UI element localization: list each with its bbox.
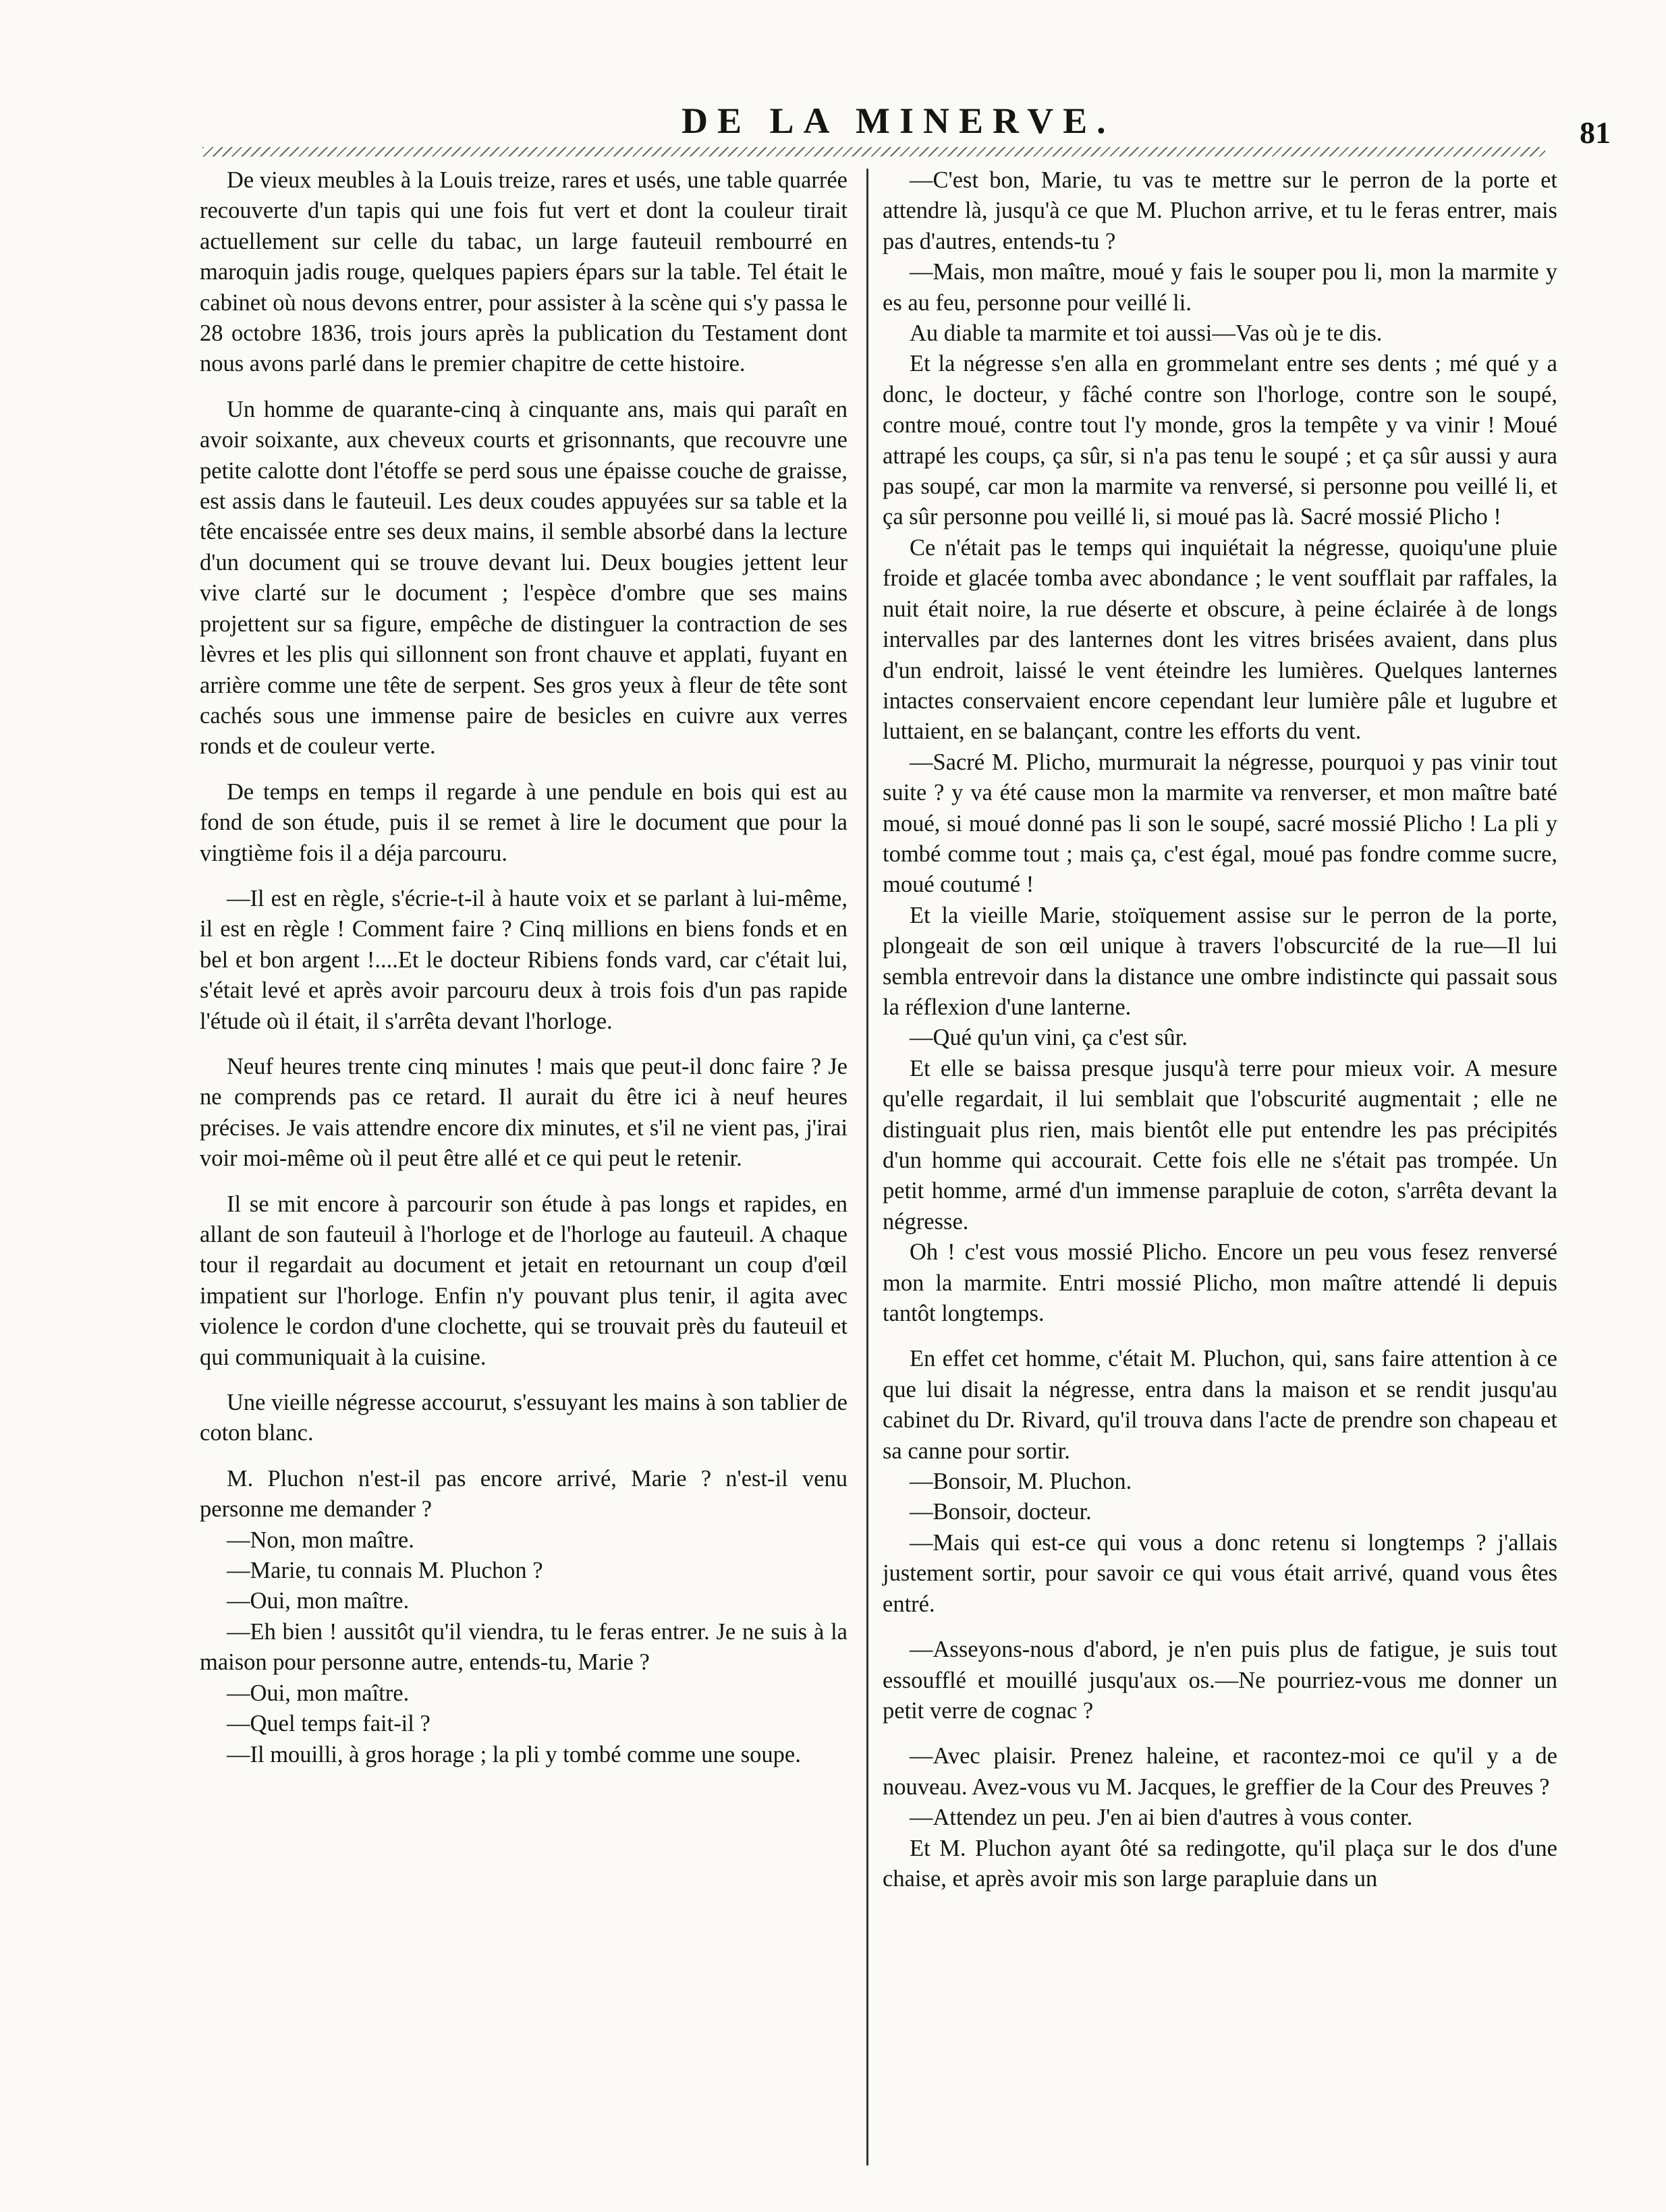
paragraph: Une vieille négresse accourut, s'essuyant les mains à son tablier de coton blanc. xyxy=(200,1390,848,1446)
right-column xyxy=(883,165,1557,1894)
paragraph: —Asseyons-nous d'abord, je n'en puis plus de fatigue, je suis tout essoufflé et mouillé jusqu'aux os.—Ne pourriez-vous me donner un petit verre de cognac ? xyxy=(883,1637,1557,1724)
paragraph: —Bonsoir, M. Pluchon. xyxy=(910,1469,1132,1495)
header-ornamental-rule xyxy=(202,147,1545,157)
paragraph: —Oui, mon maître. xyxy=(227,1588,410,1614)
paragraph: Oh ! c'est vous mossié Plicho. Encore un peu vous fesez renversé mon la marmite. Entri mossié Plicho, mon maître attendé li depuis tantôt longtemps. xyxy=(883,1239,1557,1327)
running-title: DE LA MINERVE. xyxy=(682,101,1115,141)
paragraph: De vieux meubles à la Louis treize, rares et usés, une table quarrée recouverte d'un tapis qui une fois fut vert et dont la couleur tirait actuellement sur celle du tabac, un large fauteuil rembourré en maroquin jadis rouge, quelques papiers épars sur la table. Tel était le cabinet où nous devons entrer, pour assister à la scène qui s'y passa le 28 octobre 1836, trois jours après la publication du Testament dont nous avons parlé dans le premier chapitre de cette histoire. xyxy=(200,167,848,377)
paragraph: Et M. Pluchon ayant ôté sa redingotte, qu'il plaça sur le dos d'une chaise, et après avoir mis son large parapluie dans un xyxy=(883,1835,1557,1892)
paragraph: En effet cet homme, c'était M. Pluchon, qui, sans faire attention à ce que lui disait la négresse, entra dans la maison et se rendit jusqu'au cabinet du Dr. Rivard, qu'il trouva dans l'acte de prendre son chapeau et sa canne pour sortir. xyxy=(883,1346,1557,1464)
paragraph: Et la négresse s'en alla en grommelant entre ses dents ; mé qué y a donc, le docteur, y fâché contre son l'horloge, contre son le soupé, contre moué, contre tout l'y monde, gros la tempête y va vinir ! Moué attrapé les coups, ça sûr, si n'a pas tenu le soupé ; et ça sûr aussi y aura pas soupé, car mon la marmite va renversé, si personne pou veillé li, et ça sûr personne pou veillé li, si moué pas là. Sacré mossié Plicho ! xyxy=(883,351,1557,530)
paragraph: —Attendez un peu. J'en ai bien d'autres à vous conter. xyxy=(910,1805,1413,1831)
paragraph: —Non, mon maître. xyxy=(227,1527,414,1553)
paragraph: —Bonsoir, docteur. xyxy=(910,1499,1092,1525)
paragraph: —Quel temps fait-il ? xyxy=(227,1711,431,1737)
paragraph: —Avec plaisir. Prenez haleine, et racontez-moi ce qu'il y a de nouveau. Avez-vous vu M. Jacques, le greffier de la Cour des Preuves ? xyxy=(883,1743,1557,1800)
paragraph: Et la vieille Marie, stoïquement assise sur le perron de la porte, plongeait de son œil unique à travers l'obscurcité de la rue—Il lui sembla entrevoir dans la distance une ombre indistincte qui passait sous la réflexion d'une lanterne. xyxy=(883,902,1557,1020)
paragraph: —Oui, mon maître. xyxy=(227,1680,410,1706)
page-number: 81 xyxy=(1580,115,1611,150)
paragraph: —Mais qui est-ce qui vous a donc retenu si longtemps ? j'allais justement sortir, pour savoir ce qui vous était arrivé, quand vous êtes entré. xyxy=(883,1529,1557,1617)
paragraph: Ce n'était pas le temps qui inquiétait la négresse, quoiqu'une pluie froide et glacée tomba avec abondance ; le vent soufflait par raffales, la nuit était noire, la rue déserte et obscure, à peine éclairée à de longs intervalles par des lanternes dont les vitres brisées avaient, dans plus d'un endroit, laissé le vent éteindre les lumières. Quelques lanternes intactes conservaient encore cependant leur lumière pâle et lugubre et luttaient, en se balançant, contre les efforts du vent. xyxy=(883,534,1557,745)
paragraph: —Mais, mon maître, moué y fais le souper pou li, mon la marmite y es au feu, personne pour veillé li. xyxy=(883,259,1557,316)
paragraph: —Il mouilli, à gros horage ; la pli y tombé comme une soupe. xyxy=(227,1741,801,1767)
left-column xyxy=(200,165,848,1770)
paragraph: —Qué qu'un vini, ça c'est sûr. xyxy=(910,1025,1188,1051)
paragraph: Et elle se baissa presque jusqu'à terre pour mieux voir. A mesure qu'elle regardait, il lui semblait que l'obscurité augmentait ; elle ne distinguait plus rien, mais bientôt elle put entendre les pas précipités d'un homme qui accourait. Cette fois elle ne s'était pas trompée. Un petit homme, armé d'un immense parapluie de coton, s'arrêta devant la négresse. xyxy=(883,1055,1557,1235)
paragraph: Neuf heures trente cinq minutes ! mais que peut-il donc faire ? Je ne comprends pas ce retard. Il aurait du être ici à neuf heures précises. Je vais attendre encore dix minutes, et s'il ne vient pas, j'irai voir moi-même où il peut être allé et ce qui peut le retenir. xyxy=(200,1053,848,1172)
paragraph: Au diable ta marmite et toi aussi—Vas où je te dis. xyxy=(910,320,1383,347)
paragraph: —Marie, tu connais M. Pluchon ? xyxy=(227,1558,543,1584)
paragraph: M. Pluchon n'est-il pas encore arrivé, Marie ? n'est-il venu personne me demander ? xyxy=(200,1465,848,1523)
paragraph: —Il est en règle, s'écrie-t-il à haute voix et se parlant à lui-même, il est en règle ! Comment faire ? Cinq millions en biens fonds et en bel et bon argent !....Et le docteur Ribiens fonds vard, car c'était lui, s'était levé et après avoir parcouru deux à trois fois d'un pas rapide l'étude où il était, il s'arrêta devant l'horloge. xyxy=(200,885,848,1034)
paragraph: —C'est bon, Marie, tu vas te mettre sur le perron de la porte et attendre là, jusqu'à ce que M. Pluchon arrive, et tu le feras entrer, mais pas d'autres, entends-tu ? xyxy=(883,167,1557,254)
paragraph: De temps en temps il regarde à une pendule en bois qui est au fond de son étude, puis il se remet à lire le document que pour la vingtième fois il a déja parcouru. xyxy=(200,778,848,866)
paragraph: Un homme de quarante-cinq à cinquante ans, mais qui paraît en avoir soixante, aux cheveux courts et grisonnants, que recouvre une petite calotte dont l'étoffe se perd sous une épaisse couche de graisse, est assis dans le fauteuil. Les deux coudes appuyées sur sa table et la tête encaissée entre ses deux mains, il semble absorbé dans la lecture d'un document qui se trouve devant lui. Deux bougies jettent leur vive clarté sur le document ; l'espèce d'ombre que ses mains projettent sur sa figure, empêche de distinguer la contraction de ses lèvres et les plis qui sillonnent son front chauve et applati, fuyant en arrière comme une tête de serpent. Ses gros yeux à fleur de tête sont cachés sous une immense paire de besicles en cuivre aux verres ronds et de couleur verte. xyxy=(200,396,848,760)
paragraph: —Eh bien ! aussitôt qu'il viendra, tu le feras entrer. Je ne suis à la maison pour personne autre, entends-tu, Marie ? xyxy=(200,1618,848,1676)
paragraph: Il se mit encore à parcourir son étude à pas longs et rapides, en allant de son fauteuil à l'horloge et de l'horloge au fauteuil. A chaque tour il regardait au document et jetait en retournant un coup d'œil impatient sur l'horloge. Enfin n'y pouvant plus tenir, il agita avec violence le cordon d'une clochette, qui se trouvait près du fauteuil et qui communiquait à la cuisine. xyxy=(200,1191,848,1370)
paragraph: —Sacré M. Plicho, murmurait la négresse, pourquoi y pas vinir tout suite ? y va été cause mon la marmite va renverser, et mon maître baté moué, si moué donné pas li son le soupé, sacré mossié Plicho ! La pli y tombé comme tout ; mais ça, c'est égal, moué pas fondre comme sucre, moué coutumé ! xyxy=(883,749,1557,898)
column-divider xyxy=(866,169,868,2165)
